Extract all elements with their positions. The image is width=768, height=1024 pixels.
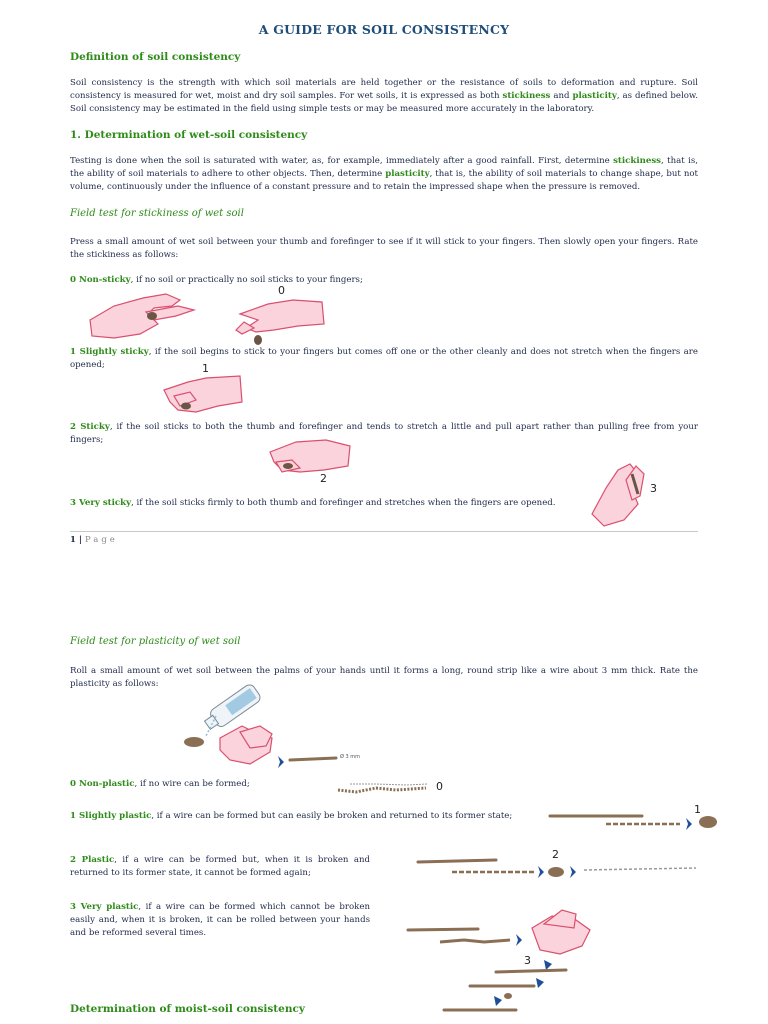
plasticity-item-1: 1 Slightly plastic, if a wire can be formed but can easily be broken and returned to its former state; — [70, 811, 513, 821]
keyword-plasticity: plasticity — [385, 169, 430, 179]
keyword-stickiness: stickiness — [502, 91, 551, 101]
stickiness-figure-number-0: 0 — [278, 284, 285, 297]
stickiness-item-3: 3 Very sticky, if the soil sticks firmly to both thumb and forefinger and stretches when the fingers are opened. — [70, 498, 556, 508]
page-footer: 1 | Page — [70, 535, 118, 545]
plasticity-intro: Roll a small amount of wet soil between the palms of your hands until it forms a long, round strip like a wire about 3 mm thick. Rate the plasticity as follows: — [70, 666, 698, 689]
hand-slightly-sticky-illustration — [160, 362, 250, 414]
definition-heading: Definition of soil consistency — [70, 51, 241, 63]
footer-divider — [70, 531, 698, 532]
wet-soil-paragraph: Testing is done when the soil is saturated with water, as, for example, immediately after a good rainfall. First, determine stickiness, that is, the ability of soil materials to adhere to other objects. Then, determine plasticity, that is, the ability of soil materials to change shape, but not volume, continuously under the influence of a constant pressure and to retain the impressed shape when the pressure is removed. — [70, 156, 698, 192]
slightly-plastic-wire-illustration — [548, 802, 724, 836]
stickiness-figure-number-3: 3 — [650, 482, 657, 495]
stickiness-item-2: 2 Sticky, if the soil sticks to both the thumb and forefinger and tends to stretch a little and pull apart rather than pulling free from your fingers; — [70, 422, 698, 445]
very-plastic-wire-illustration — [404, 900, 610, 1016]
non-plastic-wire-illustration — [336, 776, 446, 800]
plasticity-item-3: 3 Very plastic, if a wire can be formed which cannot be broken easily and, when it is broken, it can be rolled between your hands and be reformed several times. — [70, 902, 370, 938]
stickiness-figure-number-2: 2 — [320, 472, 327, 485]
plasticity-figure-number-3: 3 — [524, 954, 531, 967]
hand-very-sticky-illustration — [588, 460, 664, 530]
plasticity-figure-number-0: 0 — [436, 780, 443, 793]
stickiness-item-0: 0 Non-sticky, if no soil or practically no soil sticks to your fingers; — [70, 275, 363, 285]
definition-paragraph: Soil consistency is the strength with which soil materials are held together or the resistance of soils to deformation and rupture. Soil consistency is measured for wet, moist and dry soil samples. For wet soils, it is expressed as both stickiness and plasticity, as defined below. Soil consistency may be estimated in the field using simple tests or may be measured more accurately in the laboratory. — [70, 78, 698, 114]
plastic-wire-illustration — [416, 846, 712, 882]
hand-non-sticky-illustration — [88, 284, 328, 346]
plasticity-item-0: 0 Non-plastic, if no wire can be formed; — [70, 779, 250, 789]
moist-soil-heading: Determination of moist-soil consistency — [70, 1003, 305, 1015]
stickiness-figure-number-1: 1 — [202, 362, 209, 375]
keyword-plasticity: plasticity — [572, 91, 617, 101]
plasticity-test-heading: Field test for plasticity of wet soil — [70, 636, 241, 647]
document-title: A GUIDE FOR SOIL CONSISTENCY — [258, 22, 510, 37]
plasticity-figure-number-2: 2 — [552, 848, 559, 861]
wet-soil-heading: 1. Determination of wet-soil consistency — [70, 129, 308, 141]
keyword-stickiness: stickiness — [613, 156, 662, 166]
plasticity-item-2: 2 Plastic, if a wire can be formed but, when it is broken and returned to its former state, it cannot be formed again; — [70, 855, 371, 878]
stickiness-intro: Press a small amount of wet soil between your thumb and forefinger to see if it will stick to your fingers. Then slowly open your fingers. Rate the stickiness as follows: — [70, 237, 698, 260]
hand-sticky-illustration — [266, 436, 356, 486]
stickiness-item-1: 1 Slightly sticky, if the soil begins to stick to your fingers but comes off one or the other cleanly and does not stretch when the fingers are opened; — [70, 347, 698, 370]
stickiness-test-heading: Field test for stickiness of wet soil — [70, 208, 244, 219]
plasticity-figure-number-1: 1 — [694, 803, 701, 816]
rolling-wire-illustration — [180, 676, 400, 774]
wire-thickness-label: Ø 3 mm — [340, 754, 361, 760]
